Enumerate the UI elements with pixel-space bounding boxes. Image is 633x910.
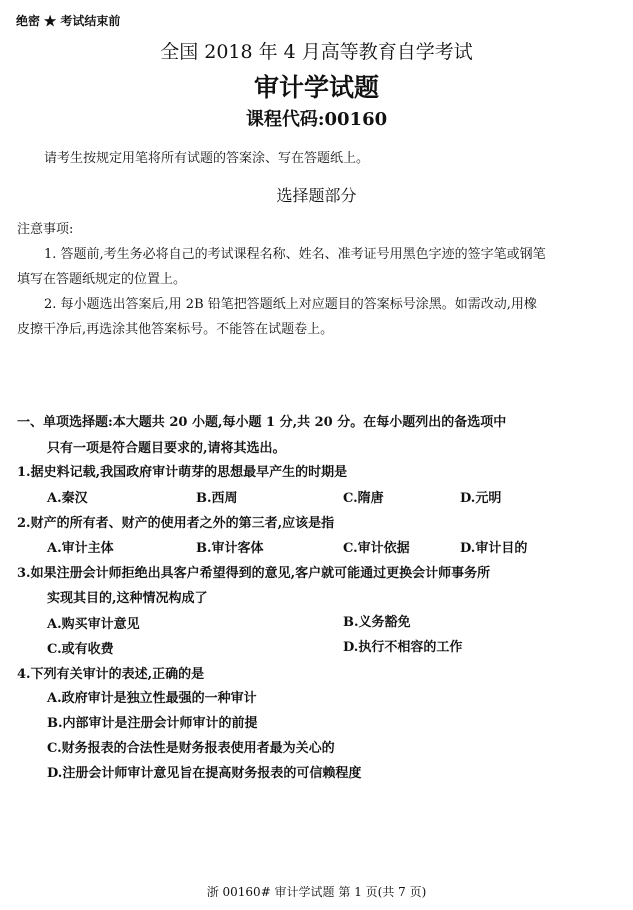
question-1-option-b: B.西周 — [196, 491, 238, 506]
question-4-option-b: B.内部审计是注册会计师审计的前提 — [47, 716, 258, 731]
note-2-line-2: 皮擦干净后,再选涂其他答案标号。不能答在试题卷上。 — [17, 322, 334, 337]
exam-title: 全国 2018 年 4 月高等教育自学考试 — [160, 41, 473, 63]
note-1-line-2: 填写在答题纸规定的位置上。 — [17, 272, 187, 287]
question-1-option-c: C.隋唐 — [343, 491, 384, 506]
question-3-stem-line-1: 3.如果注册会计师拒绝出具客户希望得到的意见,客户就可能通过更换会计师事务所 — [17, 566, 491, 581]
question-2-stem: 2.财产的所有者、财产的使用者之外的第三者,应该是指 — [17, 516, 335, 531]
confidential-label: 绝密 ★ 考试结束前 — [16, 14, 121, 28]
question-1-option-a: A.秦汉 — [47, 491, 88, 506]
question-3-option-b: B.义务豁免 — [343, 615, 411, 630]
note-1-line-1: 1. 答题前,考生务必将自己的考试课程名称、姓名、准考证号用黑色字迹的签字笔或钢笔 — [44, 247, 546, 262]
part-title: 选择题部分 — [276, 186, 357, 205]
note-2-line-1: 2. 每小题选出答案后,用 2B 铅笔把答题纸上对应题目的答案标号涂黑。如需改动,用橡 — [44, 297, 537, 312]
question-4-option-c: C.财务报表的合法性是财务报表使用者最为关心的 — [47, 741, 335, 756]
subject-title: 审计学试题 — [253, 73, 379, 102]
notes-heading: 注意事项: — [17, 222, 74, 237]
question-2-option-c: C.审计依据 — [343, 541, 410, 556]
question-3-option-a: A.购买审计意见 — [47, 617, 140, 632]
section-1-heading-line-1: 一、单项选择题:本大题共 20 小题,每小题 1 分,共 20 分。在每小题列出的备选项中 — [17, 415, 507, 430]
question-3-option-c: C.或有收费 — [47, 642, 114, 657]
page-footer: 浙 00160# 审计学试题 第 1 页(共 7 页) — [206, 885, 427, 899]
answer-instruction: 请考生按规定用笔将所有试题的答案涂、写在答题纸上。 — [44, 151, 370, 166]
question-4-option-d: D.注册会计师审计意见旨在提高财务报表的可信赖程度 — [47, 766, 362, 781]
section-1-heading-line-2: 只有一项是符合题目要求的,请将其选出。 — [47, 441, 286, 456]
question-3-stem-line-2: 实现其目的,这种情况构成了 — [47, 591, 208, 606]
question-2-option-a: A.审计主体 — [47, 541, 114, 556]
question-4-option-a: A.政府审计是独立性最强的一种审计 — [47, 691, 257, 706]
question-3-option-d: D.执行不相容的工作 — [343, 640, 463, 655]
question-2-option-b: B.审计客体 — [196, 541, 264, 556]
course-code: 课程代码:00160 — [245, 109, 388, 130]
question-4-stem: 4.下列有关审计的表述,正确的是 — [17, 667, 205, 682]
question-1-stem: 1.据史料记载,我国政府审计萌芽的思想最早产生的时期是 — [17, 465, 348, 480]
question-2-option-d: D.审计目的 — [460, 541, 528, 556]
question-1-option-d: D.元明 — [460, 491, 502, 506]
